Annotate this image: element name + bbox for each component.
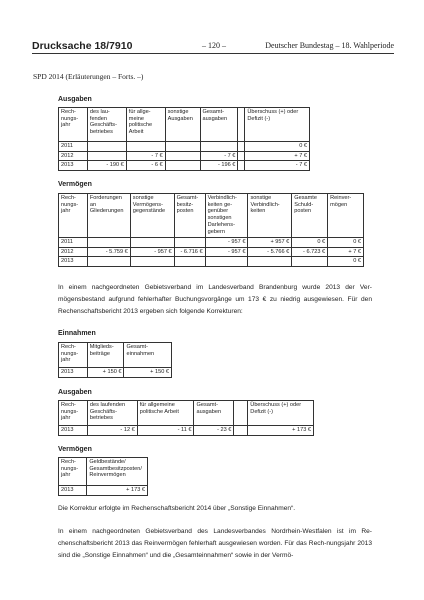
table-cell: - 7 € xyxy=(245,161,310,171)
table-cell: - 957 € xyxy=(130,247,174,257)
table-cell xyxy=(200,142,238,152)
header-cell: Gesamt-einnahmen xyxy=(124,343,172,368)
table-cell: - 12 € xyxy=(87,426,137,436)
table-row xyxy=(59,238,364,248)
paragraph-nrw: In einem nachgeordneten Gebietsverband des Landesverbandes Nordrhein-Westfalen ist im Re-chenschaftsbericht 2013 das Reinvermögen fehlerhaft ausgewiesen worden. Für das Rech-nungsjahr 2013 sind die „Sonstige Einnahmen“ und die „Gesamteinnahmen“ sowie in der Vermö- xyxy=(58,528,372,559)
table-cell xyxy=(205,257,248,267)
table-cell xyxy=(126,142,165,152)
table-header-row xyxy=(59,194,364,238)
table-cell xyxy=(87,238,130,248)
table-header-row xyxy=(59,108,310,142)
table-cell: - 957 € xyxy=(205,238,248,248)
table-cell: - 6 € xyxy=(126,161,165,171)
table-cell xyxy=(174,257,205,267)
paragraph-brandenburg: In einem nachgeordneten Gebietsverband im Landesverband Brandenburg wurde 2013 der Ver-mögensbestand aufgrund fehlerhafter Buchungsvorgänge um 173 € zu niedrig ausgewiesen. Für den Rechenschaftsbericht 2013 ergeben sich folgende Korrekturen: xyxy=(58,284,372,315)
table-cell: 0 € xyxy=(292,238,328,248)
table-row xyxy=(59,426,314,436)
header-cell: Gesamte Schuld-posten xyxy=(292,194,328,238)
ausgaben2-table xyxy=(58,400,314,436)
header-cell: sonstige Verbindlich-keiten xyxy=(248,194,292,238)
table-cell: - 5.759 € xyxy=(87,247,130,257)
table-cell xyxy=(292,257,328,267)
header-rule xyxy=(32,53,394,54)
table-cell: 2012 xyxy=(59,151,88,161)
table-cell xyxy=(165,142,200,152)
table-cell: 2013 xyxy=(59,426,88,436)
table-cell xyxy=(87,151,126,161)
vermoegen-heading: Vermögen xyxy=(58,181,92,188)
table-cell xyxy=(238,142,245,152)
table-cell: 0 € xyxy=(328,257,364,267)
table-cell: + 150 € xyxy=(124,368,172,378)
table-cell: - 7 € xyxy=(126,151,165,161)
table-cell xyxy=(238,161,245,171)
ausgaben2-heading: Ausgaben xyxy=(58,389,92,396)
table-cell: + 7 € xyxy=(245,151,310,161)
header-cell: Forderungen an Gliederungen xyxy=(87,194,130,238)
header-cell: des lau-fenden Geschäfts-betriebes xyxy=(87,108,126,142)
header-cell: Rech-nungs-jahr xyxy=(59,108,88,142)
table-cell: 2012 xyxy=(59,247,88,257)
header-cell: Reinver-mögen xyxy=(328,194,364,238)
table-row xyxy=(59,257,364,267)
parliament-label: Deutscher Bundestag – 18. Wahlperiode xyxy=(265,41,394,50)
table-header-row xyxy=(59,458,148,486)
table-cell: - 5.766 € xyxy=(248,247,292,257)
einnahmen-heading: Einnahmen xyxy=(58,330,96,337)
header-cell: Gesamt-ausgaben xyxy=(194,401,234,426)
header-cell: Mitglieds-beiträge xyxy=(87,343,124,368)
header-cell: Gesamt-ausgaben xyxy=(200,108,238,142)
header-cell: für allge-meine politische Arbeit xyxy=(126,108,165,142)
table-cell: - 190 € xyxy=(87,161,126,171)
table-cell: + 173 € xyxy=(248,426,314,436)
table-cell: - 7 € xyxy=(200,151,238,161)
table-row xyxy=(59,247,364,257)
einnahmen-table xyxy=(58,342,172,378)
header-cell: Rech-nungs-jahr xyxy=(59,343,88,368)
document-number: Drucksache 18/7910 xyxy=(32,40,133,52)
header-cell: sonstige Vermögens-gegenstände xyxy=(130,194,174,238)
table-cell: - 11 € xyxy=(137,426,194,436)
table-cell xyxy=(87,142,126,152)
table-cell: + 173 € xyxy=(87,486,148,496)
header-cell: Rech-nungs-jahr xyxy=(59,458,87,486)
table-row xyxy=(59,142,310,152)
header-cell: Rech-nungs-jahr xyxy=(59,401,88,426)
table-cell xyxy=(87,257,130,267)
header-cell: des laufenden Geschäfts-betriebes xyxy=(87,401,137,426)
table-cell: 2013 xyxy=(59,161,88,171)
table-cell xyxy=(174,238,205,248)
header-cell: für allgemeine politische Arbeit xyxy=(137,401,194,426)
table-cell xyxy=(248,257,292,267)
table-cell: 0 € xyxy=(328,238,364,248)
table-row xyxy=(59,151,310,161)
header-cell xyxy=(234,401,248,426)
table-header-row xyxy=(59,401,314,426)
table-cell xyxy=(130,257,174,267)
header-cell: Verbindlich-keiten ge-genüber sonstigen Darlehens-gebern xyxy=(205,194,248,238)
table-cell: + 7 € xyxy=(328,247,364,257)
vermoegen2-heading: Vermögen xyxy=(58,446,92,453)
table-cell xyxy=(234,426,248,436)
table-cell: - 23 € xyxy=(194,426,234,436)
table-cell xyxy=(130,238,174,248)
table-cell: + 150 € xyxy=(87,368,124,378)
page-number: – 120 – xyxy=(202,41,226,50)
header-cell: Überschuss (+) oder Defizit (-) xyxy=(245,108,310,142)
table-cell: 2013 xyxy=(59,257,88,267)
table-cell: - 6.723 € xyxy=(292,247,328,257)
header-cell xyxy=(238,108,245,142)
table-cell: + 957 € xyxy=(248,238,292,248)
table-cell: 2011 xyxy=(59,142,88,152)
table-cell xyxy=(238,151,245,161)
table-row xyxy=(59,161,310,171)
header-cell: Rech-nungs-jahr xyxy=(59,194,88,238)
paragraph-correction-note: Die Korrektur erfolgte im Rechenschaftsbericht 2014 über „Sonstige Einnahmen“. xyxy=(58,505,296,512)
ausgaben-table xyxy=(58,107,310,171)
header-cell: Überschuss (+) oder Defizit (-) xyxy=(248,401,314,426)
header-cell: sonstige Ausgaben xyxy=(165,108,200,142)
table-cell: - 6.716 € xyxy=(174,247,205,257)
table-cell: - 196 € xyxy=(200,161,238,171)
table-row xyxy=(59,486,148,496)
table-cell xyxy=(165,151,200,161)
vermoegen2-table xyxy=(58,457,148,496)
table-row xyxy=(59,368,172,378)
table-cell: 2013 xyxy=(59,368,88,378)
ausgaben-heading: Ausgaben xyxy=(58,96,92,103)
table-cell xyxy=(165,161,200,171)
header-cell: Geldbestände/ Gesamtbesitzposten/ Reinvermögen xyxy=(87,458,148,486)
header-cell: Gesamt-besitz-posten xyxy=(174,194,205,238)
vermoegen-table xyxy=(58,193,364,267)
page-header xyxy=(32,40,394,52)
table-cell: 2011 xyxy=(59,238,88,248)
table-cell: 2013 xyxy=(59,486,87,496)
table-header-row xyxy=(59,343,172,368)
section-subtitle: SPD 2014 (Erläuterungen – Forts. –) xyxy=(33,72,144,81)
table-cell: 0 € xyxy=(245,142,310,152)
table-cell: - 957 € xyxy=(205,247,248,257)
